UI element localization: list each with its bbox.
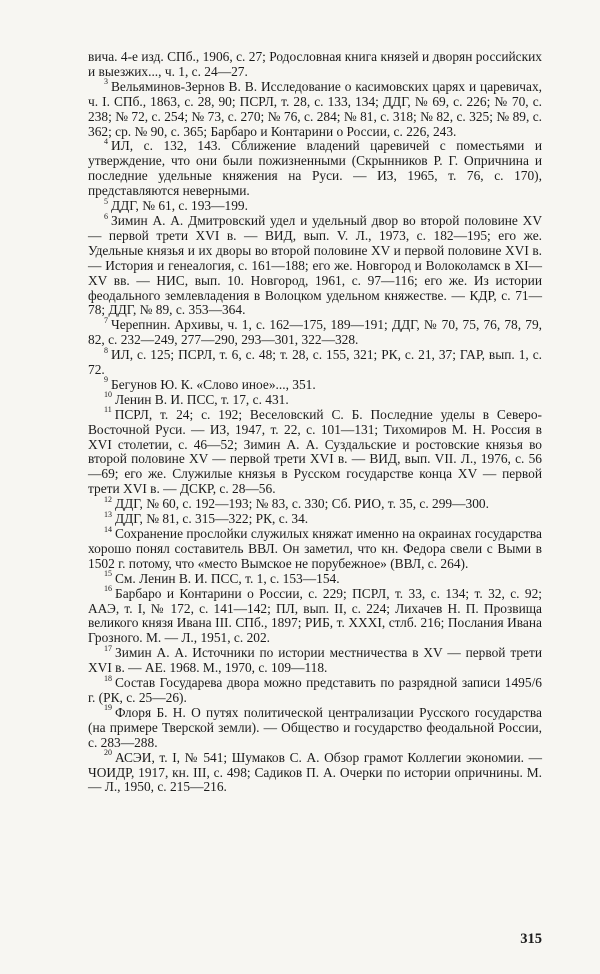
footnote-13 <box>88 509 542 527</box>
footnote-text: АСЭИ, т. I, № 541; Шумаков С. А. Обзор грамот Коллегии экономии. — ЧОИДР, 1917, кн. III, с. 498; Садиков П. А. Очерки по истории опричнины. М. — Л., 1950, с. 215—216. <box>88 749 542 795</box>
footnote-7 <box>88 315 542 348</box>
footnote-12 <box>88 494 542 512</box>
footnote-14 <box>88 524 542 572</box>
footnote-text: вича. 4-е изд. СПб., 1906, с. 27; Родословная книга князей и дворян российских и выезжих..., ч. 1, с. 24—27. <box>88 49 542 79</box>
footnote-text: Флоря Б. Н. О путях политической централизации Русского государства (на примере Тверской земли). — Общество и государство феодальной России, с. 283—288. <box>88 704 542 750</box>
footnote-text: ДДГ, № 60, с. 192—193; № 83, с. 330; Сб. РИО, т. 35, с. 299—300. <box>115 496 489 512</box>
footnote-text: Ленин В. И. ПСС, т. 17, с. 431. <box>115 391 289 407</box>
footnote-mark: 16 <box>104 584 112 594</box>
footnote-10 <box>88 390 542 408</box>
footnotes <box>88 50 542 795</box>
footnote-9 <box>88 375 542 393</box>
footnote-mark: 20 <box>104 748 112 758</box>
footnote-mark: 10 <box>104 390 112 400</box>
footnote-text: Вельяминов-Зернов В. В. Исследование о касимовских царях и царевичах, ч. I. СПб., 1863, с. 28, 90; ПСРЛ, т. 28, с. 133, 134; ДДГ, № 69, с. 226; № 70, с. 238; № 72, с. 254; № 73, с. 270; № 76, с. 284; № 81, с. 318; № 82, с. 325; № 89, с. 362; ср. № 90, с. 365; Барбаро и Контарини о России, с. 226, 243. <box>88 78 542 139</box>
footnote-20 <box>88 748 542 796</box>
footnote-17 <box>88 643 542 676</box>
footnote-mark: 9 <box>104 375 108 385</box>
footnote-text: Состав Государева двора можно представить по разрядной записи 1495/6 г. (РК, с. 25—26). <box>88 675 542 705</box>
footnote-mark: 6 <box>104 211 108 221</box>
page-number: 315 <box>520 931 542 947</box>
footnote-19 <box>88 703 542 751</box>
footnote-mark: 8 <box>104 345 108 355</box>
footnote-text: ИЛ, с. 132, 143. Сближение владений царевичей с поместьями и утверждение, что они были пожизненными (Скрынников Р. Г. Опричнина и последние удельные княжения на Руси. — ИЗ, 1965, т. 76, с. 170), представляются неверными. <box>88 138 542 199</box>
footnote-3 <box>88 77 542 140</box>
footnote-mark: 14 <box>104 524 112 534</box>
footnote-text: См. Ленин В. И. ПСС, т. 1, с. 153—154. <box>115 570 340 586</box>
footnote-mark: 4 <box>104 136 108 146</box>
footnote-mark: 11 <box>104 405 112 415</box>
footnote-text: Черепнин. Архивы, ч. 1, с. 162—175, 189—191; ДДГ, № 70, 75, 76, 78, 79, 82, с. 232—249, 277—290, 293—301, 322—328. <box>88 317 542 348</box>
footnote-text: ИЛ, с. 125; ПСРЛ, т. 6, с. 48; т. 28, с. 155, 321; РК, с. 21, 37; ГАР, вып. 1, с. 72. <box>88 347 542 378</box>
footnote-text: Барбаро и Контарини о России, с. 229; ПСРЛ, т. 33, с. 134; т. 32, с. 92; ААЭ, т. I, № 172, с. 141—142; ПЛ, вып. II, с. 224; Лихачев Н. П. Прозвища великого князя Ивана III. СПб., 1897; РИБ, т. XXXI, стлб. 216; Послания Ивана Грозного. М. — Л., 1951, с. 202. <box>88 585 542 646</box>
footnote-mark: 5 <box>104 196 108 206</box>
footnote-11 <box>88 405 542 497</box>
footnote-text: Бегунов Ю. К. «Слово иное»..., 351. <box>111 376 316 392</box>
footnote-mark: 19 <box>104 703 112 713</box>
footnote-mark: 3 <box>104 77 108 87</box>
footnote-6 <box>88 211 542 318</box>
footnote-mark: 12 <box>104 494 112 504</box>
footnote-mark: 18 <box>104 673 112 683</box>
footnote-mark: 7 <box>104 315 108 325</box>
footnote-4 <box>88 136 542 199</box>
footnote-text: Сохранение прослойки служилых княжат именно на окраинах государства хорошо понял составитель ВВЛ. Он заметил, что кн. Федора свели с Выми в 1502 г. потому, что «место Вымское не порубежное» (ВВЛ, с. 264). <box>88 526 542 571</box>
footnote-18 <box>88 673 542 706</box>
footnote-mark: 15 <box>104 569 112 579</box>
footnote-text: Зимин А. А. Дмитровский удел и удельный двор во второй половине XV — первой трети XVI в. — ВИД, вып. V. Л., 1973, с. 182—195; его же. Удельные князья и их дворы во второй половине XV и первой половине XVI в. — История и генеалогия, с. 161—188; его же. Новгород и Волоколамск в XI—XV вв. — НИС, вып. 10. Новгород, 1961, с. 97—116; его же. Из истории феодального землевладения в Волоцком удельном княжестве. — КДР, с. 71—78; ДДГ, № 89, с. 353—364. <box>88 212 542 318</box>
footnote-mark: 17 <box>104 643 112 653</box>
footnote-text: Зимин А. А. Источники по истории местничества в XV — первой трети XVI в. — АЕ. 1968. М., 1970, с. 109—118. <box>88 645 542 676</box>
footnote-16 <box>88 584 542 647</box>
footnote-8 <box>88 345 542 378</box>
footnote-continuation <box>88 50 542 80</box>
footnote-mark: 13 <box>104 509 112 519</box>
footnote-text: ДДГ, № 61, с. 193—199. <box>111 198 248 214</box>
footnote-5 <box>88 196 542 214</box>
footnote-15 <box>88 569 542 587</box>
footnote-text: ПСРЛ, т. 24; с. 192; Веселовский С. Б. Последние уделы в Северо-Восточной Руси. — ИЗ, 1947, т. 22, с. 101—131; Тихомиров М. Н. Россия в XVI столетии, с. 46—52; Зимин А. А. Суздальские и ростовские князья во второй половине XV — первой трети XVI в. — ВИД, вып. VII. Л., 1976, с. 56—69; его же. Служилые князья в Русском государстве конца XV — первой трети XVI в. — ДСКР, с. 28—56. <box>88 406 542 497</box>
footnote-text: ДДГ, № 81, с. 315—322; РК, с. 34. <box>115 511 309 527</box>
